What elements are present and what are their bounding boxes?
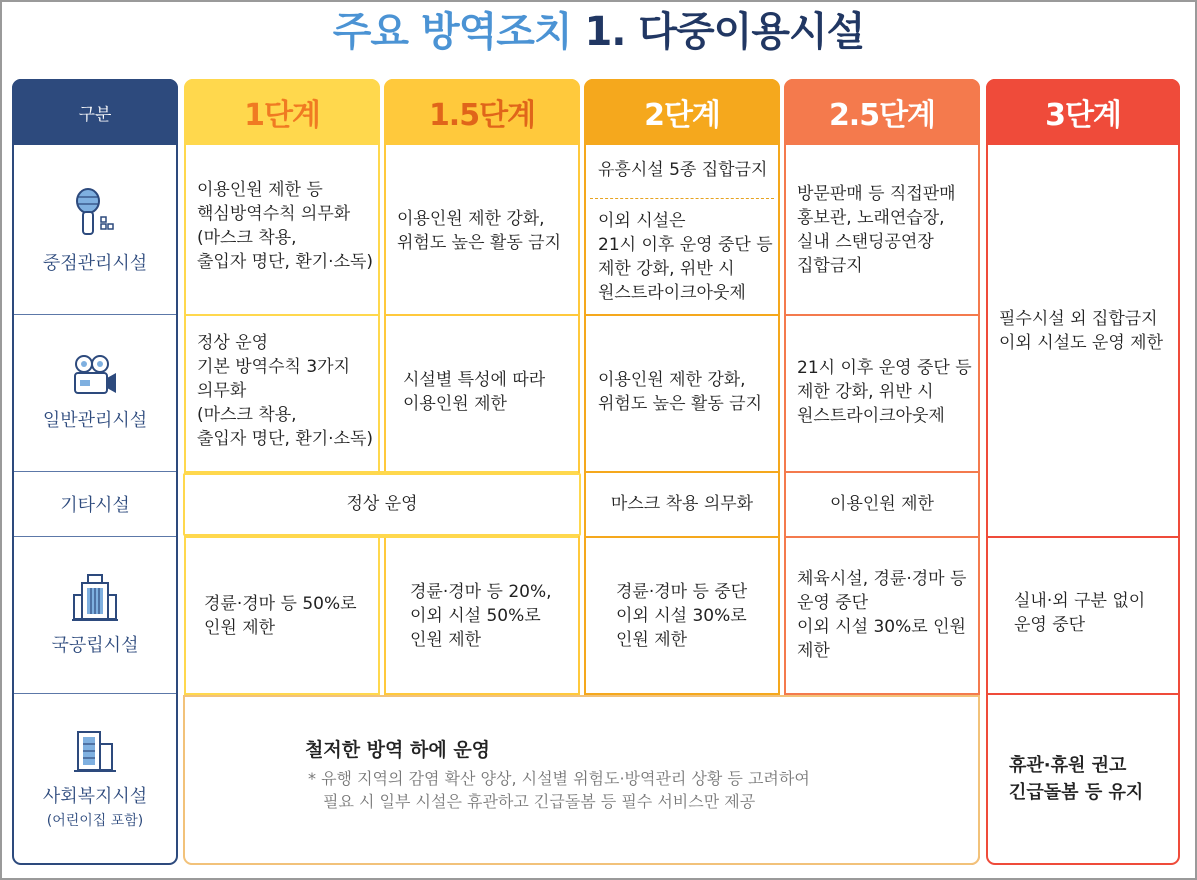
divider [786, 536, 978, 538]
cell-national-stage15: 경륜·경마 등 20%, 이외 시설 50%로 인원 제한 [410, 582, 552, 650]
dotted-divider [590, 198, 774, 199]
cell-focus-stage15: 이용인원 제한 강화, 위험도 높은 활동 금지 [397, 209, 562, 253]
office-building-icon [74, 728, 116, 774]
divider [586, 536, 778, 538]
video-camera-icon [72, 354, 118, 398]
cell-other-stage1-15: 정상 운영 [346, 494, 418, 514]
divider [786, 471, 978, 473]
divider [988, 693, 1178, 695]
building-icon [72, 573, 118, 623]
cell-focus-stage2-bottom: 이외 시설은 21시 이후 운영 중단 등 제한 강화, 위반 시 원스트라이크아웃제 [598, 211, 773, 303]
divider [186, 536, 578, 538]
cell-general-stage25: 21시 이후 운영 중단 등 제한 강화, 위반 시 원스트라이크아웃제 [797, 358, 972, 426]
cell-national-stage1: 경륜·경마 등 50%로 인원 제한 [204, 594, 357, 638]
row-label-general: 일반관리시설 [12, 315, 178, 471]
cell-focus-stage2-top: 유흥시설 5종 집합금지 [598, 160, 768, 180]
row-label-national: 국공립시설 [12, 537, 178, 693]
divider [186, 314, 378, 316]
stage2-header: 2단계 [584, 79, 780, 145]
cell-general-stage15: 시설별 특성에 따라 이용인원 제한 [403, 370, 546, 414]
divider [586, 471, 778, 473]
stage1-header: 1단계 [184, 79, 380, 145]
cell-general-stage1: 정상 운영 기본 방역수칙 3가지 의무화 (마스크 착용, 출입자 명단, 환기·소독) [197, 333, 374, 449]
column-header-category: 구분 [12, 79, 178, 145]
divider [586, 314, 778, 316]
row-label-welfare: 사회복지시설 (어린이집 포함) [12, 694, 178, 864]
cell-national-stage25: 체육시설, 경륜·경마 등 운영 중단 이외 시설 30%로 인원 제한 [797, 569, 967, 661]
cell-general-stage2: 이용인원 제한 강화, 위험도 높은 활동 금지 [598, 370, 763, 414]
divider [988, 536, 1178, 538]
cell-other-stage25: 이용인원 제한 [830, 494, 934, 514]
page-title: 주요 방역조치 1. 다중이용시설 [332, 9, 865, 55]
cell-national-stage2: 경륜·경마 등 중단 이외 시설 30%로 인원 제한 [616, 582, 748, 650]
cell-other-stage2: 마스크 착용 의무화 [610, 494, 754, 514]
cell-focus-general-stage3: 필수시설 외 집합금지 이외 시설도 운영 제한 [999, 309, 1164, 353]
microphone-icon [74, 187, 116, 241]
cell-welfare-note: * 유행 지역의 감염 확산 양상, 시설별 위험도·방역관리 상황 등 고려하여 필요 시 일부 시설은 휴관하고 긴급돌봄 등 필수 서비스만 제공 [308, 769, 810, 811]
cell-welfare-stage3: 휴관·휴원 권고 긴급돌봄 등 유지 [1009, 755, 1144, 803]
stage3-header: 3단계 [986, 79, 1180, 145]
cell-welfare-main: 철저한 방역 하에 운영 [305, 739, 491, 761]
stage25-header: 2.5단계 [784, 79, 980, 145]
stage15-header: 1.5단계 [384, 79, 580, 145]
divider [386, 314, 578, 316]
cell-focus-stage25: 방문판매 등 직접판매 홍보관, 노래연습장, 실내 스탠딩공연장 집합금지 [797, 184, 956, 276]
cell-focus-stage1: 이용인원 제한 등 핵심방역수칙 의무화 (마스크 착용, 출입자 명단, 환기·소독) [197, 180, 374, 272]
divider [786, 314, 978, 316]
stage3-column [986, 79, 1180, 865]
row-label-other: 기타시설 [60, 495, 130, 516]
row-label-focus: 중점관리시설 [12, 147, 178, 314]
cell-national-stage3: 실내·외 구분 없이 운영 중단 [1014, 591, 1146, 635]
